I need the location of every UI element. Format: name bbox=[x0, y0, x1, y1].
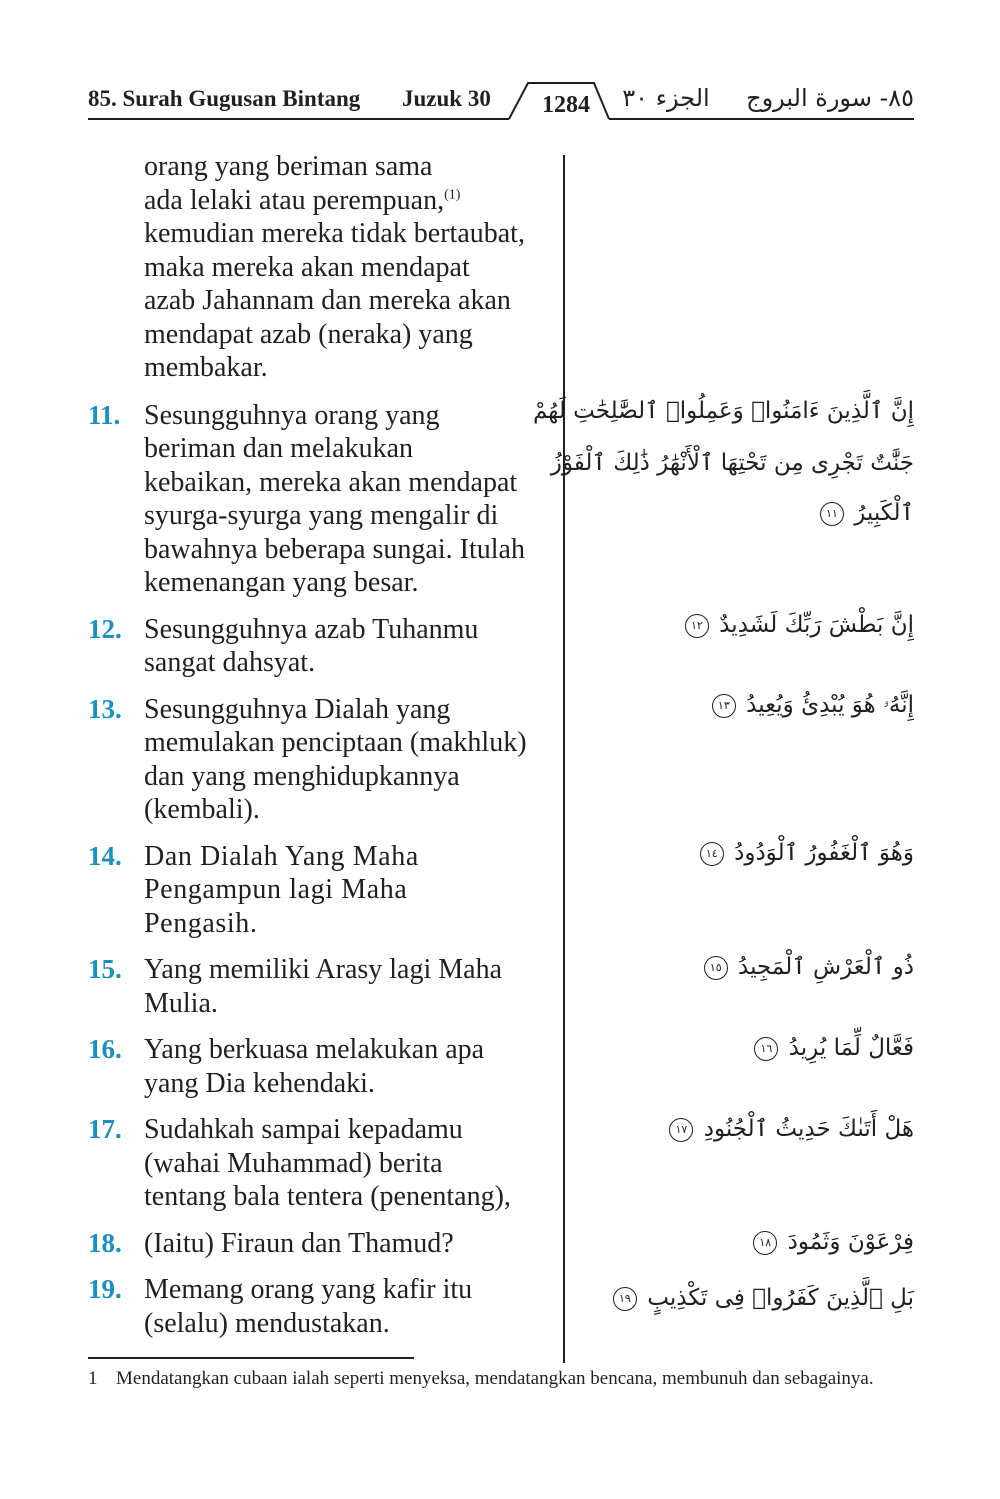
arabic-verse-19 bbox=[610, 1285, 914, 1311]
verse-line: (Iaitu) Firaun dan Thamud? bbox=[144, 1227, 454, 1259]
arabic-text: ٱلْكَبِيرُ bbox=[854, 500, 914, 526]
arabic-verse-11-line: جَنَّٰتٌ تَجْرِى مِن تَحْتِهَا ٱلْأَنْهَٰرُ ذَٰلِكَ ٱلْفَوْزُ bbox=[550, 450, 914, 476]
verse-line: tentang bala tentera (penentang), bbox=[144, 1181, 511, 1212]
verse-line: (wahai Muhammad) berita bbox=[144, 1147, 443, 1179]
verse-line: syurga-syurga yang mengalir di bbox=[144, 500, 499, 531]
verse-end-marker-icon: ١٣ bbox=[712, 694, 736, 718]
verse-line: sangat dahsyat. bbox=[144, 647, 316, 678]
verse-end-marker-icon: ١٥ bbox=[704, 956, 728, 980]
arabic-verse-18 bbox=[750, 1229, 914, 1255]
verse-number: 14. bbox=[88, 840, 122, 871]
verse-end-marker-icon: ١١ bbox=[820, 502, 844, 526]
arabic-text: هَلْ أَتَىٰكَ حَدِيثُ ٱلْجُنُودِ bbox=[703, 1116, 914, 1142]
verse-end-marker-icon: ١٨ bbox=[753, 1231, 777, 1255]
verse-line: Pengasih. bbox=[144, 907, 258, 939]
verse-number: 16. bbox=[88, 1034, 122, 1064]
verse-line: dan yang menghidupkannya bbox=[144, 760, 460, 792]
footnote-ref: (1) bbox=[444, 187, 461, 203]
intro-line: membakar. bbox=[144, 352, 268, 383]
footnote-text: Mendatangkan cubaan ialah seperti menyeksa, mendatangkan bencana, membunuh dan sebagainya. bbox=[116, 1368, 874, 1389]
surah-title: 85. Surah Gugusan Bintang bbox=[88, 86, 361, 111]
arabic-text: وَهُوَ ٱلْغَفُورُ ٱلْوَدُودُ bbox=[734, 840, 914, 866]
arabic-surah-title: ٨٥- سورة البروج bbox=[746, 84, 914, 112]
verse-16 bbox=[88, 1033, 558, 1100]
column-divider bbox=[563, 155, 565, 1363]
verse-line: (kembali). bbox=[144, 794, 260, 825]
verse-end-marker-icon: ١٦ bbox=[754, 1037, 778, 1061]
arabic-verse-15 bbox=[701, 954, 914, 980]
verse-14 bbox=[88, 840, 558, 941]
page-header bbox=[0, 0, 1000, 130]
verse-number: 17. bbox=[88, 1114, 122, 1144]
footnote bbox=[88, 1366, 918, 1392]
intro-line: mendapat azab (neraka) yang bbox=[144, 318, 473, 350]
arabic-verse-12 bbox=[682, 612, 914, 638]
intro-paragraph bbox=[88, 150, 558, 385]
footnote-rule bbox=[88, 1357, 414, 1359]
verse-line: Memang orang yang kafir itu bbox=[144, 1274, 473, 1305]
intro-line: orang yang beriman sama bbox=[144, 151, 433, 182]
verse-line: Sesungguhnya Dialah yang bbox=[144, 693, 451, 725]
verse-line: Pengampun lagi Maha bbox=[144, 874, 408, 905]
arabic-text: فِرْعَوْنَ وَثَمُودَ bbox=[787, 1229, 914, 1255]
intro-line: azab Jahannam dan mereka akan bbox=[144, 285, 511, 316]
juzuk-label: Juzuk 30 bbox=[402, 86, 491, 111]
verse-line: kemenangan yang besar. bbox=[144, 567, 419, 598]
arabic-verse-13 bbox=[709, 692, 914, 718]
verse-18 bbox=[88, 1227, 558, 1261]
arabic-text: إِنَّ بَطْشَ رَبِّكَ لَشَدِيدٌ bbox=[719, 612, 914, 638]
arabic-verse-11-end bbox=[817, 500, 914, 526]
verse-number: 12. bbox=[88, 613, 122, 644]
verse-end-marker-icon: ١٢ bbox=[685, 614, 709, 638]
verse-line: bawahnya beberapa sungai. Itulah bbox=[144, 533, 525, 565]
verse-end-marker-icon: ١٤ bbox=[700, 842, 724, 866]
intro-line: maka mereka akan mendapat bbox=[144, 251, 470, 283]
verse-line: Mulia. bbox=[144, 987, 218, 1019]
verse-15 bbox=[88, 953, 558, 1020]
page-number: 1284 bbox=[542, 92, 590, 118]
intro-line: kemudian mereka tidak bertaubat, bbox=[144, 218, 525, 249]
verse-number: 15. bbox=[88, 954, 122, 984]
verse-number: 18. bbox=[88, 1227, 122, 1258]
verse-13 bbox=[88, 693, 558, 827]
verse-number: 13. bbox=[88, 693, 122, 724]
footnote-number: 1 bbox=[88, 1368, 98, 1389]
arabic-text: فَعَّالٌ لِّمَا يُرِيدُ bbox=[788, 1035, 914, 1061]
translation-column bbox=[88, 150, 558, 1340]
verse-line: Sesungguhnya azab Tuhanmu bbox=[144, 613, 479, 645]
verse-number: 19. bbox=[88, 1274, 122, 1304]
verse-line: Yang memiliki Arasy lagi Maha bbox=[144, 954, 503, 985]
verse-17 bbox=[88, 1113, 558, 1214]
arabic-verse-11-line: إِنَّ ٱلَّذِينَ ءَامَنُوا۟ وَعَمِلُوا۟ ٱلصَّٰلِحَٰتِ لَهُمْ bbox=[532, 398, 914, 424]
verse-line: yang Dia kehendaki. bbox=[144, 1067, 375, 1099]
verse-19 bbox=[88, 1273, 558, 1340]
verse-line: kebaikan, mereka akan mendapat bbox=[144, 466, 518, 498]
arabic-verse-17 bbox=[666, 1116, 914, 1142]
verse-number: 11. bbox=[88, 399, 121, 430]
arabic-text: ذُو ٱلْعَرْشِ ٱلْمَجِيدُ bbox=[738, 954, 914, 980]
verse-line: (selalu) mendustakan. bbox=[144, 1307, 390, 1339]
verse-line: memulakan penciptaan (makhluk) bbox=[144, 727, 527, 758]
verse-line: Dan Dialah Yang Maha bbox=[144, 840, 419, 872]
verse-line: Sudahkah sampai kepadamu bbox=[144, 1114, 463, 1145]
arabic-verse-14 bbox=[697, 840, 914, 866]
arabic-verse-16 bbox=[751, 1035, 914, 1061]
verse-11 bbox=[88, 399, 558, 600]
verse-line: Yang berkuasa melakukan apa bbox=[144, 1034, 485, 1065]
verse-line: Sesungguhnya orang yang bbox=[144, 399, 440, 431]
verse-12 bbox=[88, 613, 558, 680]
verse-line: beriman dan melakukan bbox=[144, 433, 414, 464]
verse-end-marker-icon: ١٩ bbox=[613, 1287, 637, 1311]
arabic-text: بَلِ ٱلَّذِينَ كَفَرُوا۟ فِى تَكْذِيبٍ bbox=[647, 1285, 914, 1311]
verse-end-marker-icon: ١٧ bbox=[669, 1118, 693, 1142]
arabic-juz-label: الجزء ٣٠ bbox=[622, 84, 710, 112]
arabic-text: إِنَّهُۥ هُوَ يُبْدِئُ وَيُعِيدُ bbox=[746, 692, 914, 718]
intro-line: ada lelaki atau perempuan,$^{(1)}$ bbox=[144, 184, 461, 216]
